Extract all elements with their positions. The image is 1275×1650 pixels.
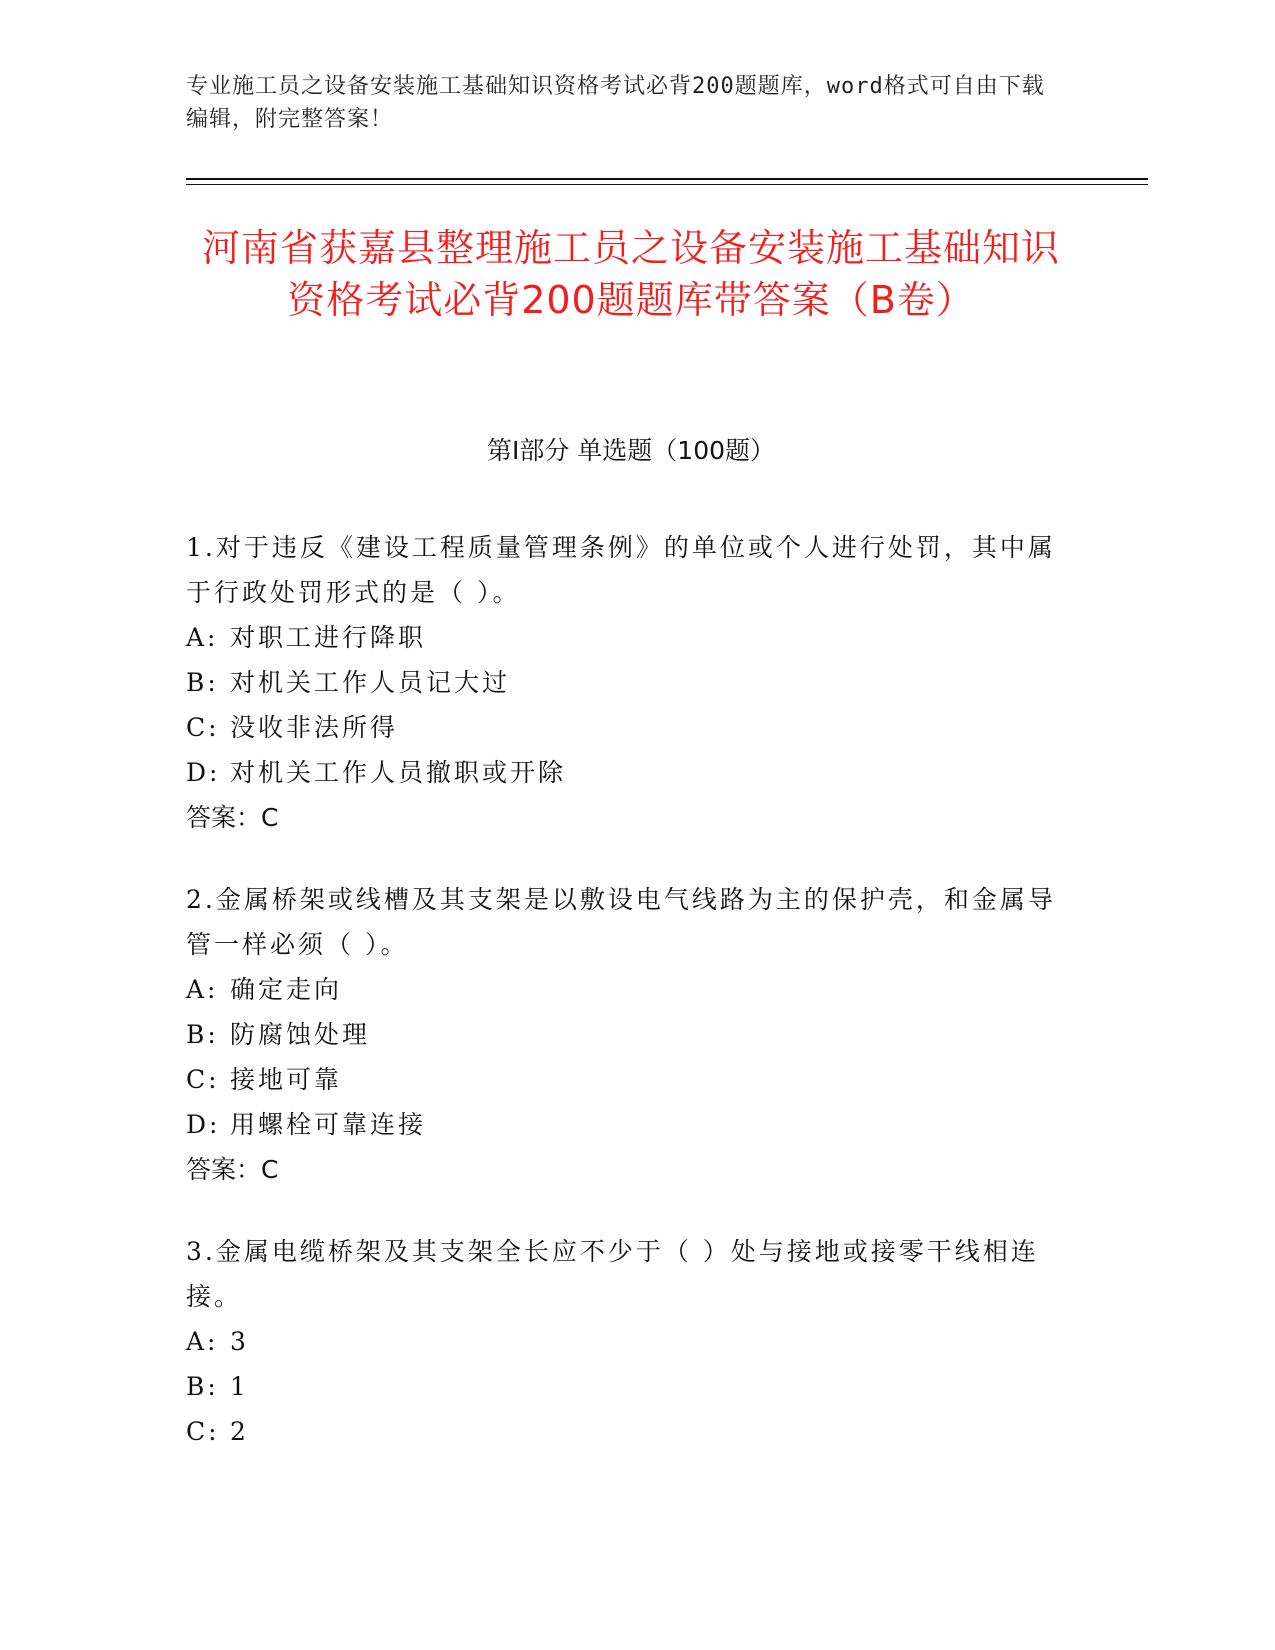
question-answer: 答案：C [186, 1155, 279, 1184]
header-note: 专业施工员之设备安装施工基础知识资格考试必背200题题库，word格式可自由下载编辑，附完整答案！ [186, 74, 1045, 132]
option-text: 对职工进行降职 [230, 623, 427, 652]
option-text: 对机关工作人员记大过 [230, 668, 511, 697]
option-b [186, 660, 1066, 705]
question-item [186, 525, 1066, 840]
option-b [186, 1012, 1066, 1057]
option-d [186, 750, 1066, 795]
option-text: 1 [230, 1372, 249, 1401]
option-c [186, 705, 1066, 750]
option-text: 2 [230, 1417, 249, 1446]
question-stem: 2.金属桥架或线槽及其支架是以敷设电气线路为主的保护壳，和金属导管一样必须（ ）。 [186, 885, 1056, 959]
option-text: 确定走向 [230, 975, 343, 1004]
option-c [186, 1057, 1066, 1102]
document-title: 河南省获嘉县整理施工员之设备安装施工基础知识资格考试必背200题题库带答案（B卷） [201, 226, 1060, 322]
option-text: 防腐蚀处理 [230, 1020, 371, 1049]
option-a [186, 967, 1066, 1012]
option-b [186, 1364, 1066, 1409]
option-key: B: [186, 668, 219, 697]
option-key: A: [186, 975, 219, 1004]
option-text: 没收非法所得 [230, 713, 399, 742]
question-stem: 3.金属电缆桥架及其支架全长应不少于（ ）处与接地或接零干线相连接。 [186, 1237, 1039, 1311]
option-key: C: [186, 1417, 220, 1446]
option-key: C: [186, 713, 220, 742]
option-text: 用螺栓可靠连接 [230, 1110, 427, 1139]
option-key: A: [186, 1327, 219, 1356]
header-rule-thick [186, 178, 1148, 180]
option-key: B: [186, 1372, 219, 1401]
section-heading: 第I部分 单选题（100题） [486, 436, 776, 465]
option-c [186, 1409, 1066, 1454]
option-key: D: [186, 758, 221, 787]
option-d [186, 1102, 1066, 1147]
header-rule-thin [186, 184, 1148, 185]
question-list [186, 525, 1066, 1491]
option-key: D: [186, 1110, 221, 1139]
question-item [186, 877, 1066, 1192]
option-a [186, 615, 1066, 660]
option-key: A: [186, 623, 219, 652]
option-text: 3 [230, 1327, 249, 1356]
option-key: C: [186, 1065, 220, 1094]
option-text: 接地可靠 [230, 1065, 343, 1094]
option-a [186, 1319, 1066, 1364]
option-text: 对机关工作人员撤职或开除 [230, 758, 567, 787]
question-answer: 答案：C [186, 803, 279, 832]
question-stem: 1.对于违反《建设工程质量管理条例》的单位或个人进行处罚，其中属于行政处罚形式的是（ ）。 [186, 533, 1056, 607]
option-key: B: [186, 1020, 219, 1049]
question-item [186, 1229, 1066, 1454]
